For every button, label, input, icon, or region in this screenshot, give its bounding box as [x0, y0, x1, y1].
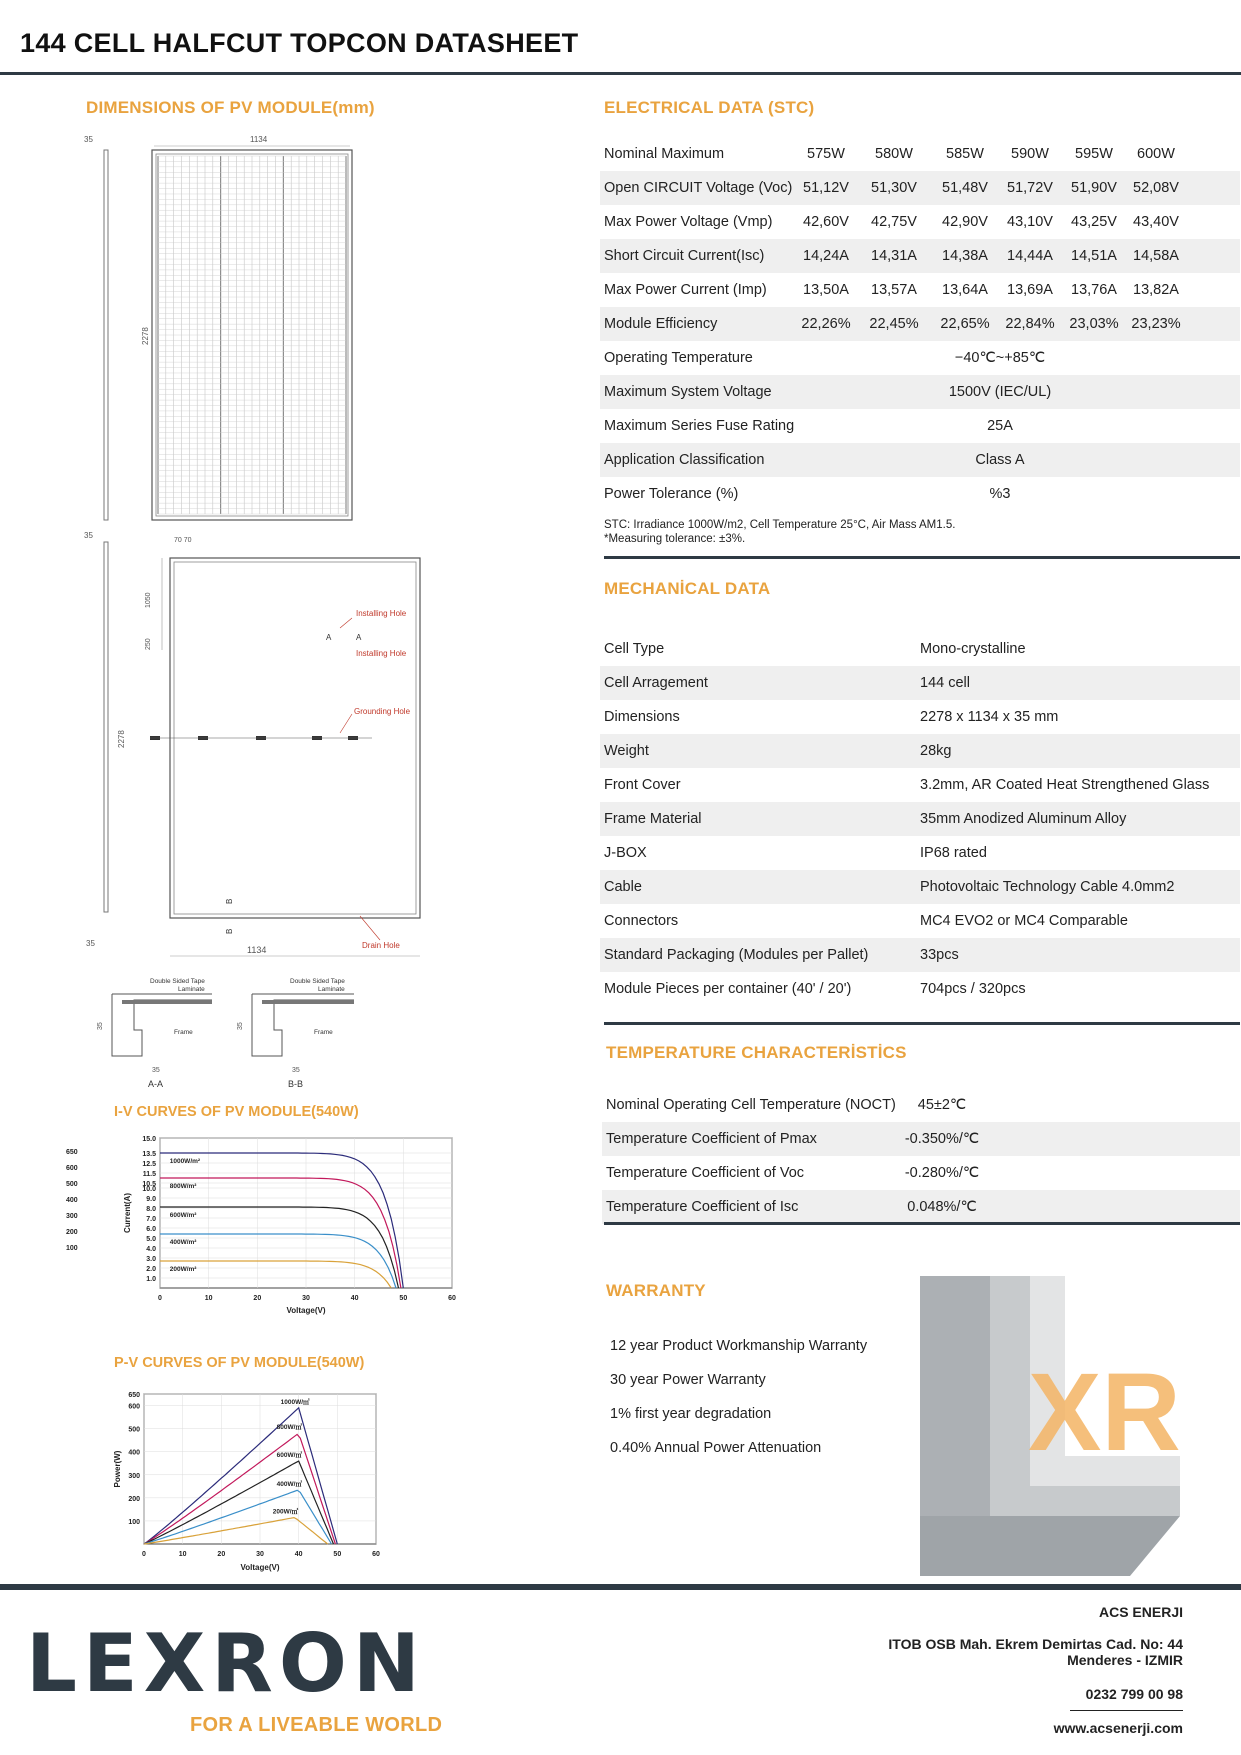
lexron-logo: LEXRON	[26, 1617, 426, 1710]
phone-number: 0232 799 00 98	[1085, 1686, 1183, 1702]
electrical-value: 42,60V	[803, 214, 849, 230]
dim-1050: 1050	[145, 592, 152, 608]
mechanical-row	[600, 734, 1240, 768]
electrical-row-label: Module Efficiency	[604, 316, 718, 332]
warranty-item: 0.40% Annual Power Attenuation	[610, 1440, 822, 1456]
pv-series-label: 400W/㎡	[276, 1480, 302, 1488]
electrical-value: −40℃~+85℃	[954, 350, 1046, 366]
electrical-value: 25A	[987, 418, 1013, 434]
section-a-laminate-label: Laminate	[178, 986, 205, 993]
pv-x-tick: 0	[142, 1551, 146, 1558]
pv-chart-title: P-V CURVES OF PV MODULE(540W)	[114, 1355, 365, 1371]
warranty-item: 30 year Power Warranty	[610, 1372, 766, 1388]
iv-y-tick: 8.0	[146, 1206, 156, 1213]
pv-chart	[110, 1388, 410, 1578]
mechanical-row	[600, 700, 1240, 734]
iv-series-label: 800W/m²	[169, 1183, 197, 1190]
mechanical-row-label: Weight	[604, 743, 649, 759]
mechanical-row	[600, 972, 1240, 1006]
iv-left-tick: 100	[66, 1245, 78, 1252]
electrical-value: 51,72V	[1007, 180, 1053, 196]
iv-left-tick: 600	[66, 1165, 78, 1172]
electrical-value: 14,38A	[942, 248, 988, 264]
mechanical-row-value: MC4 EVO2 or MC4 Comparable	[920, 913, 1128, 929]
mechanical-row-label: Standard Packaging (Modules per Pallet)	[604, 947, 869, 963]
section-b-dim-w: 35	[292, 1067, 300, 1074]
mechanical-row	[600, 870, 1240, 904]
electrical-value: 13,57A	[871, 282, 917, 298]
electrical-value: 13,69A	[1007, 282, 1053, 298]
dimensions-title: DIMENSIONS OF PV MODULE(mm)	[86, 98, 375, 117]
iv-y-tick: 3.0	[146, 1256, 156, 1263]
temperature-row	[602, 1088, 1240, 1122]
xr-graphic-text: XR	[1028, 1351, 1181, 1474]
iv-y-tick: 11.5	[142, 1171, 156, 1178]
iv-y-tick: 9.0	[146, 1196, 156, 1203]
temperature-row-value: 0.048%/℃	[907, 1199, 977, 1215]
section-a-caption: A-A	[148, 1079, 164, 1089]
electrical-value: 575W	[807, 146, 845, 162]
dim-70-70: 70 70	[174, 537, 192, 544]
electrical-row-label: Maximum System Voltage	[604, 384, 772, 400]
temperature-row-label: Temperature Coefficient of Voc	[606, 1165, 805, 1181]
iv-series-label: 200W/m²	[169, 1266, 197, 1273]
iv-chart	[60, 1128, 456, 1338]
electrical-value: 13,82A	[1133, 282, 1179, 298]
electrical-row	[600, 443, 1240, 477]
electrical-value: 14,44A	[1007, 248, 1053, 264]
electrical-row-label: Short Circuit Current(Isc)	[604, 248, 765, 264]
iv-y-tick: 10.5	[142, 1181, 156, 1188]
mechanical-row	[600, 836, 1240, 870]
iv-x-tick: 20	[253, 1295, 262, 1302]
electrical-table	[600, 137, 1240, 511]
pv-x-label: Voltage(V)	[240, 1563, 280, 1572]
electrical-row	[600, 375, 1240, 409]
mechanical-row-value: 28kg	[920, 743, 952, 759]
electrical-value: 22,84%	[1005, 316, 1055, 332]
mechanical-row-label: Front Cover	[604, 777, 681, 793]
iv-left-tick: 200	[66, 1229, 78, 1236]
mechanical-row	[600, 802, 1240, 836]
mechanical-row-value: 3.2mm, AR Coated Heat Strengthened Glass	[920, 777, 1210, 793]
pv-x-tick: 50	[333, 1551, 342, 1558]
temperature-row-label: Temperature Coefficient of Isc	[606, 1199, 799, 1215]
iv-series-label: 600W/m²	[169, 1212, 197, 1219]
dim-35-rear: 35	[84, 531, 93, 540]
pv-series-label: 1000W/㎡	[280, 1398, 310, 1406]
pv-x-tick: 60	[372, 1551, 380, 1558]
mechanical-row-label: Cable	[604, 879, 642, 895]
iv-left-tick: 650	[66, 1149, 78, 1156]
installing-hole-label-2: Installing Hole	[356, 649, 407, 658]
dim-35-top: 35	[84, 135, 93, 144]
footer-rule	[1070, 1710, 1183, 1711]
electrical-row-label: Max Power Voltage (Vmp)	[604, 214, 773, 230]
iv-x-tick: 30	[302, 1295, 310, 1302]
cell-grid	[158, 156, 346, 514]
dim-1134-top: 1134	[250, 135, 268, 144]
pv-y-tick: 300	[128, 1472, 140, 1480]
dim-1134-bottom: 1134	[247, 945, 267, 955]
pv-x-tick: 30	[256, 1551, 264, 1558]
pv-series-label: 200W/㎡	[272, 1508, 299, 1516]
electrical-value: 22,65%	[940, 316, 990, 332]
electrical-row-label: Maximum Series Fuse Rating	[604, 418, 795, 434]
mechanical-row-value: 704pcs / 320pcs	[920, 981, 1026, 997]
pv-y-label: Power(W)	[113, 1450, 122, 1488]
website-link[interactable]: www.acsenerji.com	[1053, 1720, 1183, 1736]
warranty-item: 1% first year degradation	[610, 1406, 772, 1422]
mechanical-row	[600, 632, 1240, 666]
section-b-tape-label: Double Sided Tape	[290, 978, 345, 985]
electrical-value: 43,10V	[1007, 214, 1053, 230]
temperature-divider	[604, 1222, 1240, 1225]
mechanical-row-value: Photovoltaic Technology Cable 4.0mm2	[920, 879, 1175, 895]
pv-y-tick: 100	[128, 1518, 140, 1526]
mechanical-row-label: J-BOX	[604, 845, 647, 861]
iv-chart-title: I-V CURVES OF PV MODULE(540W)	[114, 1104, 359, 1120]
mechanical-row-label: Dimensions	[604, 709, 680, 725]
electrical-value: 595W	[1075, 146, 1113, 162]
pv-y-tick: 200	[128, 1495, 140, 1503]
electrical-row	[600, 205, 1240, 239]
pv-series-label: 800W/㎡	[276, 1424, 302, 1432]
pv-y-tick: 400	[128, 1449, 140, 1457]
electrical-row	[600, 307, 1240, 341]
electrical-value: 23,03%	[1069, 316, 1119, 332]
electrical-value: 600W	[1137, 146, 1175, 162]
mechanical-row-label: Cell Arragement	[604, 675, 708, 691]
electrical-value: %3	[989, 486, 1011, 502]
pv-x-tick: 10	[178, 1551, 187, 1558]
electrical-value: 51,48V	[942, 180, 988, 196]
mechanical-row-label: Connectors	[604, 913, 679, 929]
electrical-value: 51,12V	[803, 180, 849, 196]
electrical-row-label: Max Power Current (Imp)	[604, 282, 767, 298]
electrical-value: 22,26%	[801, 316, 851, 332]
electrical-value: 52,08V	[1133, 180, 1179, 196]
electrical-value: 51,90V	[1071, 180, 1117, 196]
frame-sections	[92, 974, 392, 1090]
section-b-dim-h: 35	[237, 1022, 244, 1030]
electrical-value: 42,75V	[871, 214, 917, 230]
iv-series-label: 400W/m²	[169, 1239, 197, 1246]
installing-hole-label-1: Installing Hole	[356, 609, 407, 618]
pv-y-tick: 600	[128, 1403, 140, 1411]
pv-y-tick: 650	[128, 1392, 140, 1399]
pv-x-tick: 20	[217, 1551, 226, 1558]
electrical-row	[600, 477, 1240, 511]
page-title: 144 CELL HALFCUT TOPCON DATASHEET	[20, 28, 579, 58]
iv-y-tick: 6.0	[146, 1226, 156, 1233]
temperature-title: TEMPERATURE CHARACTERİSTİCS	[606, 1043, 907, 1062]
electrical-row-label: Application Classification	[604, 452, 765, 468]
electrical-row	[600, 341, 1240, 375]
section-b-label-2: B	[225, 898, 234, 904]
electrical-value: 1500V (IEC/UL)	[948, 384, 1052, 400]
dim-35-bottom: 35	[86, 939, 95, 948]
electrical-row-label: Nominal Maximum	[604, 146, 725, 162]
warranty-item: 12 year Product Workmanship Warranty	[610, 1338, 868, 1354]
electrical-title: ELECTRICAL DATA (STC)	[604, 98, 815, 117]
mechanical-row-value: IP68 rated	[920, 845, 987, 861]
electrical-row	[600, 409, 1240, 443]
iv-x-tick: 10	[204, 1295, 213, 1302]
iv-y-tick: 2.0	[146, 1266, 156, 1273]
grounding-hole-label: Grounding Hole	[354, 707, 411, 716]
pv-y-tick: 500	[128, 1426, 140, 1434]
iv-left-tick: 500	[66, 1181, 78, 1188]
electrical-row	[600, 137, 1240, 171]
section-a-dim-w: 35	[152, 1067, 160, 1074]
section-a-tape-label: Double Sided Tape	[150, 978, 205, 985]
section-a-right: A	[356, 633, 362, 642]
temperature-row	[602, 1122, 1240, 1156]
iv-y-tick: 13.5	[142, 1151, 156, 1158]
drain-hole-label: Drain Hole	[362, 941, 400, 950]
lexron-graphic	[920, 1276, 1220, 1576]
electrical-row	[600, 239, 1240, 273]
section-b-laminate-label: Laminate	[318, 986, 345, 993]
temperature-row	[602, 1156, 1240, 1190]
section-a-dim-h: 35	[97, 1022, 104, 1030]
iv-x-tick: 50	[399, 1295, 408, 1302]
temperature-row	[602, 1190, 1240, 1224]
mechanical-row-value: Mono-crystalline	[920, 641, 1026, 657]
section-b-label: B	[225, 928, 234, 934]
mechanical-row	[600, 666, 1240, 700]
iv-y-label: Current(A)	[123, 1193, 132, 1233]
electrical-row-label: Operating Temperature	[604, 350, 753, 366]
company-name: ACS ENERJI	[1098, 1604, 1183, 1620]
section-b-caption: B-B	[288, 1079, 304, 1089]
warranty-title: WARRANTY	[606, 1281, 706, 1300]
electrical-divider	[604, 556, 1240, 559]
pv-x-tick: 40	[294, 1551, 303, 1558]
electrical-value: 590W	[1011, 146, 1049, 162]
stc-note-line-2: *Measuring tolerance: ±3%.	[604, 533, 746, 545]
electrical-value: 580W	[875, 146, 913, 162]
dim-250: 250	[145, 638, 152, 650]
mechanical-row-label: Cell Type	[604, 641, 665, 657]
electrical-value: Class A	[975, 452, 1025, 468]
mechanical-row-value: 33pcs	[920, 947, 959, 963]
electrical-value: 43,40V	[1133, 214, 1179, 230]
electrical-value: 23,23%	[1131, 316, 1181, 332]
iv-x-tick: 60	[448, 1295, 456, 1302]
iv-left-tick: 400	[66, 1197, 78, 1204]
temperature-row-value: -0.350%/℃	[904, 1131, 980, 1147]
mechanical-divider	[604, 1022, 1240, 1025]
footer-divider	[0, 1584, 1241, 1590]
mechanical-row	[600, 938, 1240, 972]
iv-x-tick: 0	[158, 1295, 162, 1302]
mechanical-row	[600, 904, 1240, 938]
address-line-1: ITOB OSB Mah. Ekrem Demirtas Cad. No: 44	[888, 1636, 1183, 1652]
mechanical-row-label: Module Pieces per container (40' / 20')	[604, 981, 852, 997]
electrical-value: 585W	[946, 146, 984, 162]
address-line-2: Menderes - IZMIR	[1067, 1652, 1183, 1668]
mechanical-title: MECHANİCAL DATA	[604, 579, 771, 598]
section-a-left: A	[326, 633, 332, 642]
iv-series-label: 1000W/m²	[169, 1158, 201, 1165]
mechanical-row-value: 144 cell	[920, 675, 970, 691]
stc-note-line-1: STC: Irradiance 1000W/m2, Cell Temperature 25°C, Air Mass AM1.5.	[604, 519, 956, 531]
electrical-row	[600, 171, 1240, 205]
mechanical-row-label: Frame Material	[604, 811, 702, 827]
pv-series-label: 600W/㎡	[276, 1451, 302, 1459]
mechanical-row-value: 35mm Anodized Aluminum Alloy	[920, 811, 1127, 827]
electrical-value: 42,90V	[942, 214, 988, 230]
iv-left-tick: 300	[66, 1213, 78, 1220]
front-view-drawing	[80, 130, 380, 525]
header-divider	[0, 72, 1241, 75]
iv-x-tick: 40	[350, 1295, 359, 1302]
electrical-value: 43,25V	[1071, 214, 1117, 230]
temperature-row-label: Temperature Coefficient of Pmax	[606, 1131, 817, 1147]
electrical-value: 14,58A	[1133, 248, 1179, 264]
iv-y-tick: 1.0	[146, 1276, 156, 1283]
iv-y-tick: 10.0	[142, 1186, 156, 1193]
dim-2278-side: 2278	[141, 327, 150, 345]
electrical-value: 14,31A	[871, 248, 917, 264]
electrical-value: 51,30V	[871, 180, 917, 196]
iv-y-tick: 12.5	[142, 1161, 156, 1168]
temperature-row-value: -0.280%/℃	[904, 1165, 980, 1181]
section-b-frame-label: Frame	[314, 1029, 333, 1036]
electrical-value: 13,64A	[942, 282, 988, 298]
iv-y-tick: 15.0	[142, 1136, 156, 1143]
mechanical-table	[600, 632, 1240, 1006]
electrical-row-label: Power Tolerance (%)	[604, 486, 739, 502]
electrical-value: 13,76A	[1071, 282, 1117, 298]
temperature-row-value: 45±2℃	[917, 1097, 967, 1113]
dim-2278-rear: 2278	[117, 730, 126, 748]
stc-note	[604, 518, 955, 546]
electrical-value: 22,45%	[869, 316, 919, 332]
temperature-table	[602, 1088, 1240, 1224]
iv-y-tick: 7.0	[146, 1216, 156, 1223]
electrical-value: 13,50A	[803, 282, 849, 298]
iv-y-tick: 4.0	[146, 1246, 156, 1253]
iv-x-label: Voltage(V)	[286, 1306, 326, 1315]
electrical-row	[600, 273, 1240, 307]
mechanical-row	[600, 768, 1240, 802]
electrical-row-label: Open CIRCUIT Voltage (Voc)	[604, 180, 793, 196]
section-a-frame-label: Frame	[174, 1029, 193, 1036]
mechanical-row-value: 2278 x 1134 x 35 mm	[920, 709, 1059, 725]
rear-view-drawing	[80, 528, 440, 958]
electrical-value: 14,51A	[1071, 248, 1117, 264]
electrical-value: 14,24A	[803, 248, 849, 264]
iv-y-tick: 5.0	[146, 1236, 156, 1243]
tagline: FOR A LIVEABLE WORLD	[190, 1714, 443, 1736]
temperature-row-label: Nominal Operating Cell Temperature (NOCT)	[606, 1097, 896, 1113]
